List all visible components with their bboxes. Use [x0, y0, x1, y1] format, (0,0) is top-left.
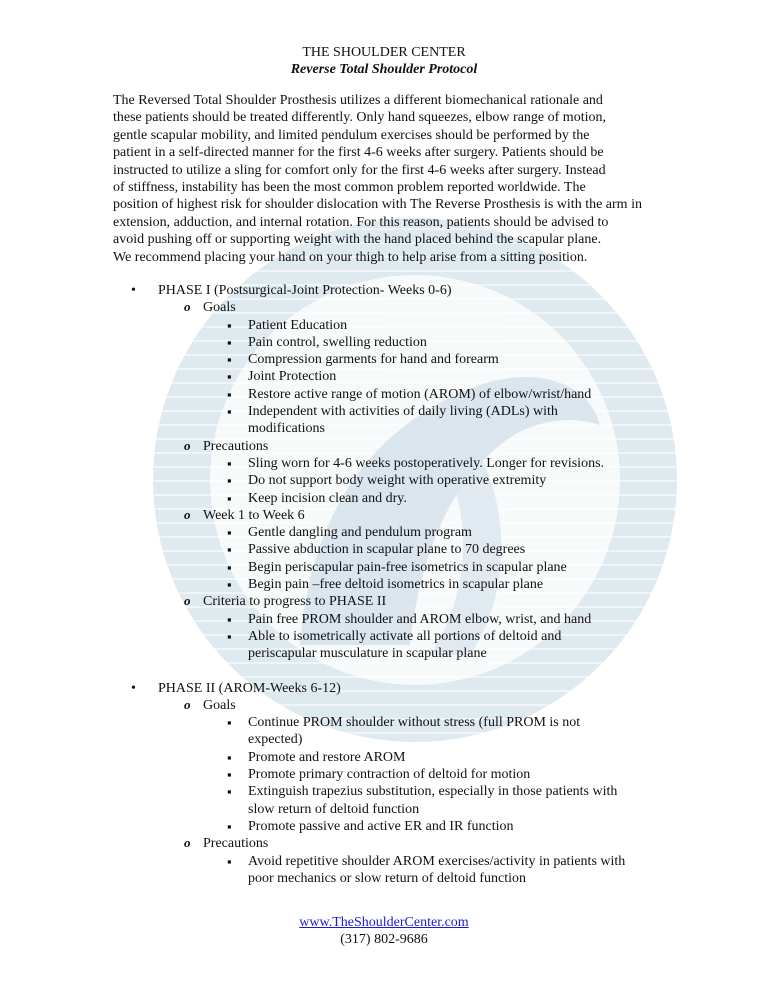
phase-1-heading: • PHASE I (Postsurgical-Joint Protection- Weeks 0-6) — [158, 282, 768, 299]
list-item: ▪ Restore active range of motion (AROM) of elbow/wrist/hand — [203, 386, 628, 403]
intro-line: these patients should be treated differently. Only hand squeezes, elbow range of motion, — [113, 110, 606, 126]
group-heading: o Week 1 to Week 6 — [203, 507, 768, 524]
document-footer — [0, 914, 768, 948]
list-item: ▪ Passive abduction in scapular plane to 70 degrees — [203, 541, 628, 558]
intro-line: We recommend placing your hand on your thigh to help arise from a sitting position. — [113, 249, 588, 265]
group-heading: o Precautions — [203, 438, 768, 455]
list-item: ▪ Pain control, swelling reduction — [203, 334, 628, 351]
list-item: ▪ Sling worn for 4-6 weeks postoperatively. Longer for revisions. — [203, 455, 628, 472]
phase-2 — [0, 680, 768, 888]
spacer — [0, 663, 768, 680]
phone-number: (317) 802-9686 — [340, 932, 428, 947]
list-item: ▪ Compression garments for hand and forearm — [203, 351, 628, 368]
group-heading: o Precautions — [203, 835, 768, 852]
group-heading: o Goals — [203, 697, 768, 714]
list-item: ▪ Promote passive and active ER and IR function — [203, 818, 628, 835]
organization-name: THE SHOULDER CENTER — [302, 45, 466, 60]
intro-paragraph — [113, 92, 693, 266]
list-item: ▪ Continue PROM shoulder without stress (full PROM is not expected) — [203, 714, 628, 749]
group-heading: o Criteria to progress to PHASE II — [203, 593, 768, 610]
phase-1-week-1-to-6 — [158, 507, 768, 593]
phase-1-criteria — [158, 593, 768, 662]
list-item: ▪ Gentle dangling and pendulum program — [203, 524, 628, 541]
website-link[interactable]: www.TheShoulderCenter.com — [299, 915, 469, 930]
list-item: ▪ Extinguish trapezius substitution, especially in those patients with slow return of deltoid function — [203, 783, 628, 818]
list-item: ▪ Joint Protection — [203, 368, 628, 385]
intro-line: patient in a self-directed manner for the first 4-6 weeks after surgery. Patients should be — [113, 145, 604, 161]
list-item: ▪ Avoid repetitive shoulder AROM exercises/activity in patients with poor mechanics or slow return of deltoid function — [203, 853, 628, 888]
intro-line: of stiffness, instability has been the most common problem reported worldwide. The — [113, 180, 586, 196]
list-item: ▪ Begin periscapular pain-free isometrics in scapular plane — [203, 559, 628, 576]
document-header — [0, 44, 768, 78]
list-item: ▪ Patient Education — [203, 317, 628, 334]
phase-2-goals — [158, 697, 768, 835]
list-item: ▪ Do not support body weight with operative extremity — [203, 472, 628, 489]
group-heading: o Goals — [203, 299, 768, 316]
protocol-outline — [0, 282, 768, 887]
intro-line: gentle scapular mobility, and limited pendulum exercises should be performed by the — [113, 127, 590, 143]
phase-1-precautions — [158, 438, 768, 507]
intro-line: avoid pushing off or supporting weight with the hand placed behind the scapular plane. — [113, 232, 602, 248]
list-item: ▪ Promote primary contraction of deltoid for motion — [203, 766, 628, 783]
list-item: ▪ Keep incision clean and dry. — [203, 490, 628, 507]
intro-line: instructed to utilize a sling for comfort only for the first 4-6 weeks after surgery. Instead — [113, 162, 606, 178]
phase-2-heading: • PHASE II (AROM-Weeks 6-12) — [158, 680, 768, 697]
list-item: ▪ Promote and restore AROM — [203, 749, 628, 766]
list-item: ▪ Begin pain –free deltoid isometrics in scapular plane — [203, 576, 628, 593]
intro-line: extension, adduction, and internal rotation. For this reason, patients should be advised to — [113, 214, 609, 230]
intro-line: The Reversed Total Shoulder Prosthesis utilizes a different biomechanical rationale and — [113, 93, 603, 108]
intro-line: position of highest risk for shoulder dislocation with The Reverse Prosthesis is with the arm in — [113, 197, 642, 213]
document-title: Reverse Total Shoulder Protocol — [290, 62, 478, 77]
list-item: ▪ Able to isometrically activate all portions of deltoid and periscapular musculature in scapular plane — [203, 628, 628, 663]
list-item: ▪ Independent with activities of daily living (ADLs) with modifications — [203, 403, 628, 438]
phase-1-goals — [158, 299, 768, 437]
phase-1 — [0, 282, 768, 663]
phase-2-precautions — [158, 835, 768, 887]
list-item: ▪ Pain free PROM shoulder and AROM elbow, wrist, and hand — [203, 611, 628, 628]
